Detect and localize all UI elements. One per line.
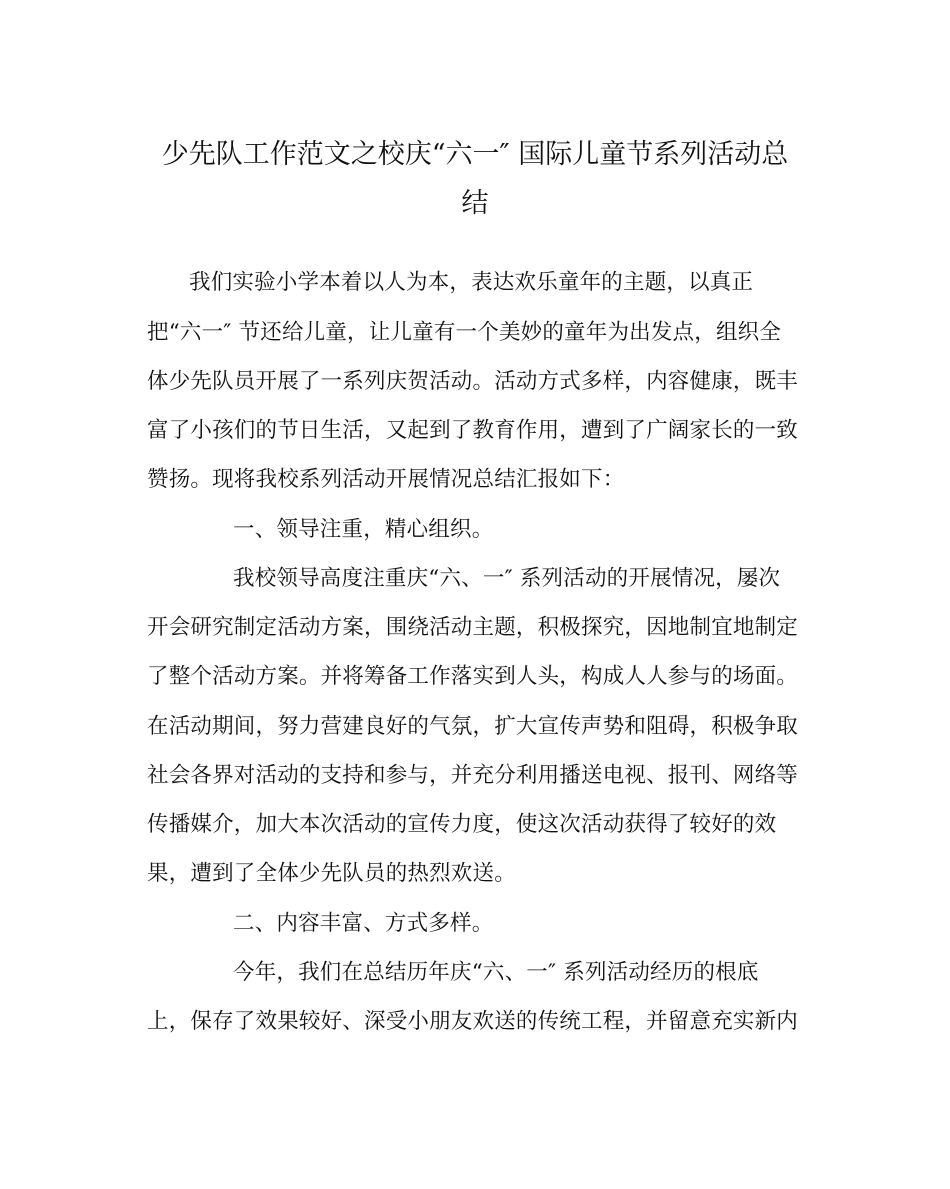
- paragraph-1-line-3: 体少先队员开展了一系列庆贺活动。活动方式多样，内容健康，既丰: [147, 369, 799, 394]
- section-heading-1: 一、领导注重，精心组织。: [233, 517, 494, 542]
- paragraph-2-line-3: 了整个活动方案。并将筹备工作落实到人头，构成人人参与的场面。: [147, 664, 799, 689]
- document-title-line-1: 少先队工作范文之校庆“六一″ 国际儿童节系列活动总: [161, 139, 789, 170]
- document-title-line-2: 结: [461, 188, 489, 219]
- paragraph-1-line-5: 赞扬。现将我校系列活动开展情况总结汇报如下：: [147, 467, 625, 492]
- paragraph-1-line-4: 富了小孩们的节日生活，又起到了教育作用，遭到了广阔家长的一致: [147, 418, 799, 443]
- paragraph-3-line-1: 今年，我们在总结历年庆“六、一″ 系列活动经历的根底: [233, 960, 759, 985]
- paragraph-2-line-4: 在活动期间，努力营建良好的气氛，扩大宣传声势和阻碍，积极争取: [147, 714, 799, 739]
- section-heading-2: 二、内容丰富、方式多样。: [233, 911, 494, 936]
- paragraph-2-line-1: 我校领导高度注重庆“六、一″ 系列活动的开展情况，屡次: [233, 566, 781, 591]
- paragraph-1-line-2: 把“六一″ 节还给儿童，让儿童有一个美妙的童年为出发点，组织全: [147, 320, 782, 345]
- paragraph-2-line-2: 开会研究制定活动方案，围绕活动主题，积极探究，因地制宜地制定: [147, 615, 799, 640]
- paragraph-1-line-1: 我们实验小学本着以人为本，表达欢乐童年的主题，以真正: [189, 270, 754, 295]
- paragraph-2-line-5: 社会各界对活动的支持和参与，并充分利用播送电视、报刊、网络等: [147, 763, 799, 788]
- paragraph-2-line-6: 传播媒介，加大本次活动的宣传力度，使这次活动获得了较好的效: [147, 812, 777, 837]
- paragraph-2-line-7: 果，遭到了全体少先队员的热烈欢送。: [147, 861, 516, 886]
- paragraph-3-line-2: 上，保存了效果较好、深受小朋友欢送的传统工程，并留意充实新内: [147, 1009, 799, 1034]
